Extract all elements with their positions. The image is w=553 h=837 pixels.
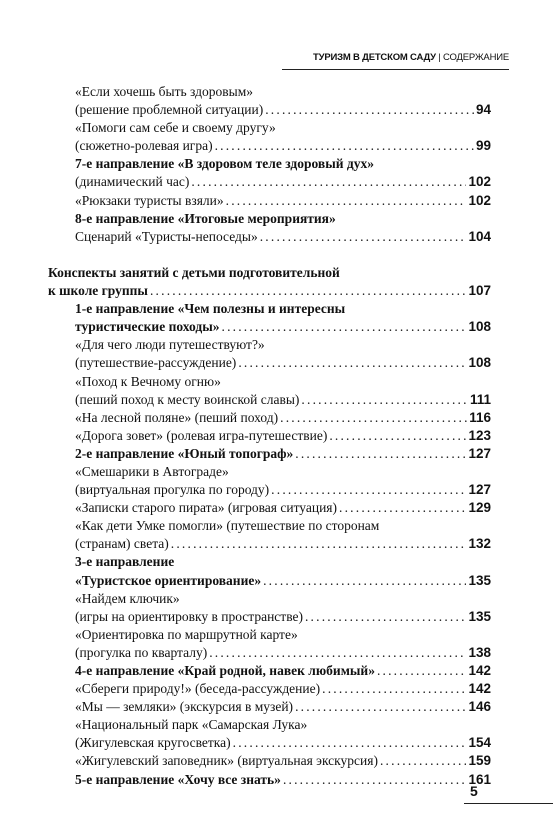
toc-entry-text: 8-е направление «Итоговые мероприятия» (75, 210, 336, 226)
toc-page-number: 104 (468, 228, 491, 244)
leader-dots (295, 445, 466, 463)
toc-page-number: 99 (475, 138, 491, 154)
leader-dots (322, 680, 466, 698)
leader-dots (263, 572, 466, 590)
toc-page-number: 123 (468, 427, 491, 443)
section-title: СОДЕРЖАНИЕ (443, 52, 509, 63)
toc-entry-text: «Сбереги природу!» (беседа-рассуждение) (75, 681, 321, 697)
toc-entry (48, 716, 491, 734)
footer-rule (464, 803, 553, 804)
leader-dots (339, 499, 466, 517)
toc-page-number: 108 (468, 355, 491, 371)
leader-dots (265, 101, 474, 119)
toc-entry (48, 698, 491, 716)
toc-entry-text: «Мы — земляки» (экскурсия в музей) (75, 699, 294, 715)
toc-entry (48, 662, 491, 680)
toc-entry (48, 137, 491, 155)
page-number: 5 (470, 783, 478, 799)
toc-entry-text: 7-е направление «В здоровом теле здоровый дух» (75, 156, 374, 172)
toc-entry-text: 4-е направление «Край родной, навек любимый» (75, 663, 375, 678)
toc-entry (48, 752, 491, 770)
toc-entry-text: «Как дети Умке помогли» (путешествие по сторонам (75, 518, 380, 534)
toc-entry-text: «Ориентировка по маршрутной карте» (75, 626, 298, 642)
toc-entry (48, 373, 491, 391)
toc-entry (48, 300, 491, 318)
leader-dots (222, 318, 467, 336)
toc-entry-text: к школе группы (48, 283, 148, 299)
toc-entry-text: (игры на ориентировку в пространстве) (75, 608, 303, 624)
toc-entry-text: «Рюкзаки туристы взяли» (75, 192, 224, 208)
toc-entry-text: туристические походы» (75, 319, 220, 335)
toc-entry (48, 535, 491, 553)
leader-dots (295, 698, 466, 716)
leader-dots (233, 734, 467, 752)
toc-page-number: 138 (468, 644, 491, 660)
toc-spacer (48, 246, 491, 264)
toc-entry (48, 192, 491, 210)
toc-page-number: 127 (468, 482, 491, 498)
header-rule (282, 69, 509, 70)
toc-entry (48, 771, 491, 789)
toc-entry-text: (путешествие-рассуждение) (75, 355, 237, 371)
toc-entry-text: (решение проблемной ситуации) (75, 102, 264, 118)
toc-entry (48, 264, 491, 282)
toc-entry (48, 282, 491, 300)
toc-page-number: 102 (468, 192, 491, 208)
leader-dots (215, 137, 474, 155)
toc-entry-text: 2-е направление «Юный топограф» (75, 445, 294, 461)
leader-dots (238, 354, 466, 372)
book-title: ТУРИЗМ В ДЕТСКОМ САДУ (313, 52, 436, 63)
toc-page-number: 142 (468, 681, 491, 697)
toc-entry-text: 5-е направление «Хочу все знать» (75, 771, 281, 787)
toc-entry-text: «Помоги сам себе и своему другу» (75, 120, 276, 136)
toc-entry (48, 499, 491, 517)
toc-entry (48, 445, 491, 463)
leader-dots (280, 409, 467, 427)
toc-entry (48, 427, 491, 445)
toc-entry-text: (странам) света) (75, 536, 169, 552)
leader-dots (377, 662, 467, 680)
toc-entry (48, 481, 491, 499)
leader-dots (380, 752, 467, 770)
toc-entry (48, 354, 491, 372)
toc-entry-text: «Национальный парк «Самарская Лука» (75, 717, 308, 733)
toc-entry (48, 101, 491, 119)
toc-entry-text: «Смешарики в Автограде» (75, 463, 229, 479)
leader-dots (329, 427, 466, 445)
leader-dots (260, 228, 467, 246)
toc-entry (48, 228, 491, 246)
leader-dots (301, 391, 468, 409)
toc-entry-text: (виртуальная прогулка по городу) (75, 482, 270, 498)
leader-dots (283, 771, 467, 789)
toc-entry (48, 553, 491, 571)
toc-page-number: 142 (468, 663, 491, 678)
toc-entry (48, 626, 491, 644)
toc-page-number: 94 (475, 102, 491, 118)
toc-entry-text: (прогулка по кварталу) (75, 644, 208, 660)
toc-entry-text: (пеший поход к месту воинской славы) (75, 391, 300, 407)
toc-entry (48, 391, 491, 409)
toc-page-number: 135 (468, 572, 491, 588)
leader-dots (209, 644, 466, 662)
toc-entry (48, 318, 491, 336)
toc-page-number: 111 (469, 391, 491, 407)
toc-entry-text: «Если хочешь быть здоровым» (75, 84, 253, 99)
toc-page-number: 132 (468, 536, 491, 552)
leader-dots (305, 608, 466, 626)
toc-entry-text: 1-е направление «Чем полезны и интересны (75, 301, 346, 317)
leader-dots (150, 282, 466, 300)
leader-dots (171, 535, 467, 553)
toc-entry-text: «Поход к Вечному огню» (75, 373, 221, 389)
toc-page-number: 127 (468, 445, 491, 461)
toc-entry (48, 210, 491, 228)
toc-page-number: 146 (468, 699, 491, 715)
toc-entry-text: «Найдем ключик» (75, 590, 180, 606)
toc-page-number: 129 (468, 500, 491, 516)
toc-entry (48, 680, 491, 698)
leader-dots (191, 173, 466, 191)
toc-entry (48, 572, 491, 590)
toc-entry (48, 83, 491, 101)
toc-entry (48, 608, 491, 626)
toc-page-number: 102 (468, 174, 491, 190)
toc-entry (48, 734, 491, 752)
toc-page-number: 154 (468, 735, 491, 751)
toc-entry-text: «Для чего люди путешествуют?» (75, 337, 265, 353)
toc-entry (48, 336, 491, 354)
toc-entry-text: (Жигулевская кругосветка) (75, 735, 231, 751)
leader-dots (271, 481, 466, 499)
toc-page-number: 135 (468, 608, 491, 624)
toc-entry (48, 590, 491, 608)
toc-entry (48, 517, 491, 535)
toc-entry-text: (сюжетно-ролевая игра) (75, 138, 213, 154)
header-separator: | (435, 52, 444, 63)
toc-entry-text: (динамический час) (75, 174, 190, 190)
toc-entry (48, 409, 491, 427)
toc-page-number: 159 (468, 753, 491, 769)
toc-page-number: 161 (468, 771, 491, 787)
toc-entry (48, 463, 491, 481)
toc-entry (48, 119, 491, 137)
toc-page-number: 107 (468, 283, 491, 299)
toc-page-number: 116 (469, 409, 491, 425)
toc-entry-text: Сценарий «Туристы-непоседы» (75, 228, 258, 244)
leader-dots (226, 192, 467, 210)
toc-entry-text: «Жигулевский заповедник» (виртуальная экскурсия) (75, 753, 378, 769)
toc-entry (48, 173, 491, 191)
toc-entry-text: Конспекты занятий с детьми подготовительной (48, 264, 340, 280)
table-of-contents (48, 83, 491, 789)
toc-entry-text: 3-е направление (75, 554, 175, 570)
toc-entry (48, 155, 491, 173)
toc-entry-text: «Дорога зовет» (ролевая игра-путешествие) (75, 427, 328, 443)
toc-entry (48, 644, 491, 662)
toc-page-number: 108 (468, 319, 491, 335)
toc-entry-text: «Записки старого пирата» (игровая ситуация) (75, 500, 338, 516)
toc-entry-text: «На лесной поляне» (пеший поход) (75, 409, 279, 425)
toc-entry-text: «Туристское ориентирование» (75, 572, 262, 588)
